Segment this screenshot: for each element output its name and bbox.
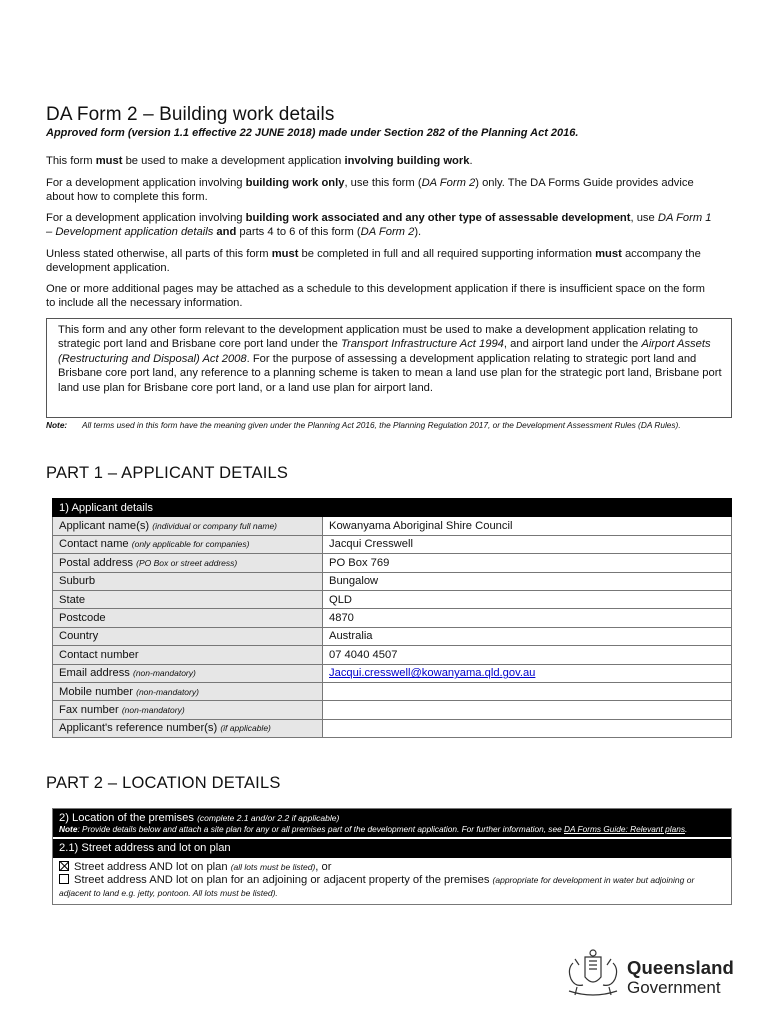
queensland-government-logo bbox=[563, 947, 738, 1003]
field-label: Contact name (only applicable for companies) bbox=[53, 535, 323, 553]
logo-line-2: Government bbox=[627, 978, 721, 997]
table-row bbox=[53, 664, 732, 682]
checkbox-checked-icon[interactable] bbox=[59, 861, 69, 871]
location-details-section bbox=[52, 808, 732, 905]
field-label: Mobile number (non-mandatory) bbox=[53, 682, 323, 700]
mobile-number-field[interactable] bbox=[323, 682, 732, 700]
form-subtitle: Approved form (version 1.1 effective 22 JUNE 2018) made under Section 282 of the Planning Act 2016. bbox=[46, 127, 579, 139]
logo-line-1: Queensland bbox=[627, 957, 734, 978]
form-title: DA Form 2 – Building work details bbox=[46, 104, 335, 125]
postcode-field[interactable]: 4870 bbox=[323, 609, 732, 627]
fax-number-field[interactable] bbox=[323, 701, 732, 719]
intro-paragraph-3: For a development application involving building work associated and any other type of assessable development, use DA Form 1 – Development application details and parts 4 to 6 of this form (DA Form 2). bbox=[46, 212, 712, 238]
table-row bbox=[53, 535, 732, 553]
applicant-name-field[interactable]: Kowanyama Aboriginal Shire Council bbox=[323, 517, 732, 535]
table-row bbox=[53, 701, 732, 719]
country-field[interactable]: Australia bbox=[323, 627, 732, 645]
street-address-subheader: 2.1) Street address and lot on plan bbox=[53, 837, 731, 858]
table-row bbox=[53, 572, 732, 590]
part2-heading: PART 2 – LOCATION DETAILS bbox=[46, 774, 281, 792]
part1-heading: PART 1 – APPLICANT DETAILS bbox=[46, 464, 289, 482]
table-row bbox=[53, 719, 732, 737]
email-link[interactable]: Jacqui.cresswell@kowanyama.qld.gov.au bbox=[329, 667, 536, 680]
checkbox-icon[interactable] bbox=[59, 874, 69, 884]
contact-number-field[interactable]: 07 4040 4507 bbox=[323, 646, 732, 664]
intro-paragraph-1: This form must be used to make a development application involving building work. bbox=[46, 155, 473, 167]
field-label: Suburb bbox=[53, 572, 323, 590]
option-adjoining-property[interactable]: Street address AND lot on plan for an adjoining or adjacent property of the premises (appropriate for development in water but adjoining or adjacent to land e.g. jetty, pontoon. All lots must be listed). bbox=[59, 874, 695, 898]
field-label: Email address (non-mandatory) bbox=[53, 664, 323, 682]
applicant-table-header: 1) Applicant details bbox=[53, 499, 732, 517]
info-box: This form and any other form relevant to the development application must be used to make a development application relating to strategic port land and Brisbane core port land under the Transport Infrastructure Act 1994, and airport land under the Airport Assets (Restructuring and Disposal) Act 2008. For the purpose of assessing a development application relating to strategic port land and Brisbane core port land, any reference to a planning scheme is taken to mean a land use plan for the strategic port land, Brisbane port land use plan for Brisbane core port land, or a land use plan for airport land. bbox=[46, 318, 732, 418]
table-row bbox=[53, 609, 732, 627]
postal-address-field[interactable]: PO Box 769 bbox=[323, 554, 732, 572]
forms-guide-link[interactable]: DA Forms Guide: Relevant plans bbox=[564, 824, 685, 834]
field-label: Postal address (PO Box or street address) bbox=[53, 554, 323, 572]
field-label: State bbox=[53, 590, 323, 608]
note-label: Note: bbox=[46, 420, 68, 430]
location-header bbox=[53, 809, 731, 837]
field-label: Country bbox=[53, 627, 323, 645]
reference-number-field[interactable] bbox=[323, 719, 732, 737]
table-row bbox=[53, 682, 732, 700]
location-note: Note: Provide details below and attach a site plan for any or all premises part of the development application. For further information, see DA Forms Guide: Relevant plans. bbox=[59, 824, 688, 834]
option-street-address-lot[interactable]: Street address AND lot on plan (all lots must be listed), or bbox=[59, 861, 725, 874]
note-text: All terms used in this form have the meaning given under the Planning Act 2016, the Planning Regulation 2017, or the Development Assessment Rules (DA Rules). bbox=[82, 420, 681, 430]
field-label: Applicant's reference number(s) (if applicable) bbox=[53, 719, 323, 737]
intro-paragraph-5: One or more additional pages may be attached as a schedule to this development application if there is insufficient space on the form to include all the necessary information. bbox=[46, 283, 706, 309]
field-label: Applicant name(s) (individual or company full name) bbox=[53, 517, 323, 535]
table-row bbox=[53, 590, 732, 608]
table-row bbox=[53, 646, 732, 664]
location-options bbox=[53, 858, 731, 904]
field-label: Postcode bbox=[53, 609, 323, 627]
table-row bbox=[53, 627, 732, 645]
email-address-field[interactable] bbox=[323, 664, 732, 682]
state-field[interactable]: QLD bbox=[323, 590, 732, 608]
intro-paragraph-2: For a development application involving building work only, use this form (DA Form 2) only. The DA Forms Guide provides advice about how to complete this form. bbox=[46, 177, 694, 203]
location-header-hint: (complete 2.1 and/or 2.2 if applicable) bbox=[197, 813, 340, 823]
intro-paragraph-4: Unless stated otherwise, all parts of this form must be completed in full and all required supporting information must accompany the development application. bbox=[46, 248, 701, 274]
suburb-field[interactable]: Bungalow bbox=[323, 572, 732, 590]
location-header-title: 2) Location of the premises bbox=[59, 812, 194, 824]
contact-name-field[interactable]: Jacqui Cresswell bbox=[323, 535, 732, 553]
coat-of-arms-icon bbox=[563, 947, 623, 1003]
terms-note bbox=[46, 420, 736, 431]
field-label: Contact number bbox=[53, 646, 323, 664]
table-row bbox=[53, 554, 732, 572]
table-row bbox=[53, 517, 732, 535]
applicant-details-table bbox=[52, 498, 732, 738]
field-label: Fax number (non-mandatory) bbox=[53, 701, 323, 719]
